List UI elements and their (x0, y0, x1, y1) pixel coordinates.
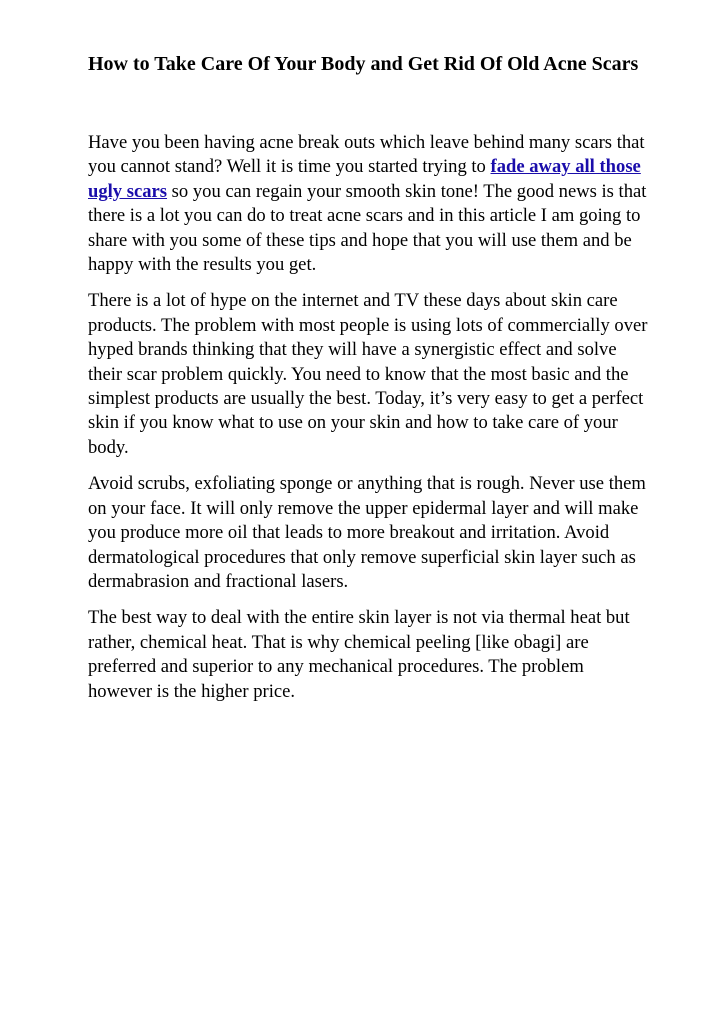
paragraph-4: The best way to deal with the entire skin layer is not via thermal heat but rather, chemical heat. That is why chemical peeling [like obagi] are preferred and superior to any mechanical procedures. The problem however is the higher price. (88, 607, 630, 702)
paragraph-1 (88, 131, 648, 277)
paragraph-1-text-after-link: so you can regain your smooth skin tone! The good news is that there is a lot you can do to treat acne scars and in this article I am going to share with you some of these tips and hope that you will use them and be happy with the results you get. (88, 180, 647, 276)
document-title: How to Take Care Of Your Body and Get Rid Of Old Acne Scars (88, 53, 639, 75)
paragraph-2: There is a lot of hype on the internet and TV these days about skin care products. The problem with most people is using lots of commercially over hyped brands thinking that they will have a synergistic effect and solve their scar problem quickly. You need to know that the most basic and the simplest products are usually the best. Today, it’s very easy to get a perfect skin if you know what to use on your skin and how to take care of your body. (88, 290, 648, 458)
paragraph-3: Avoid scrubs, exfoliating sponge or anything that is rough. Never use them on your face. It will only remove the upper epidermal layer and will make you produce more oil that leads to more breakout and irritation. Avoid dermatological procedures that only remove superficial skin layer such as dermabrasion and fractional lasers. (88, 473, 646, 592)
paragraph-1-text-before-link: Have you been having acne break outs which leave behind many scars that you cannot stand? Well it is time you started trying to (88, 132, 645, 178)
fade-away-scars-link[interactable]: fade away all those ugly scars (88, 156, 641, 202)
document-page (88, 51, 648, 716)
